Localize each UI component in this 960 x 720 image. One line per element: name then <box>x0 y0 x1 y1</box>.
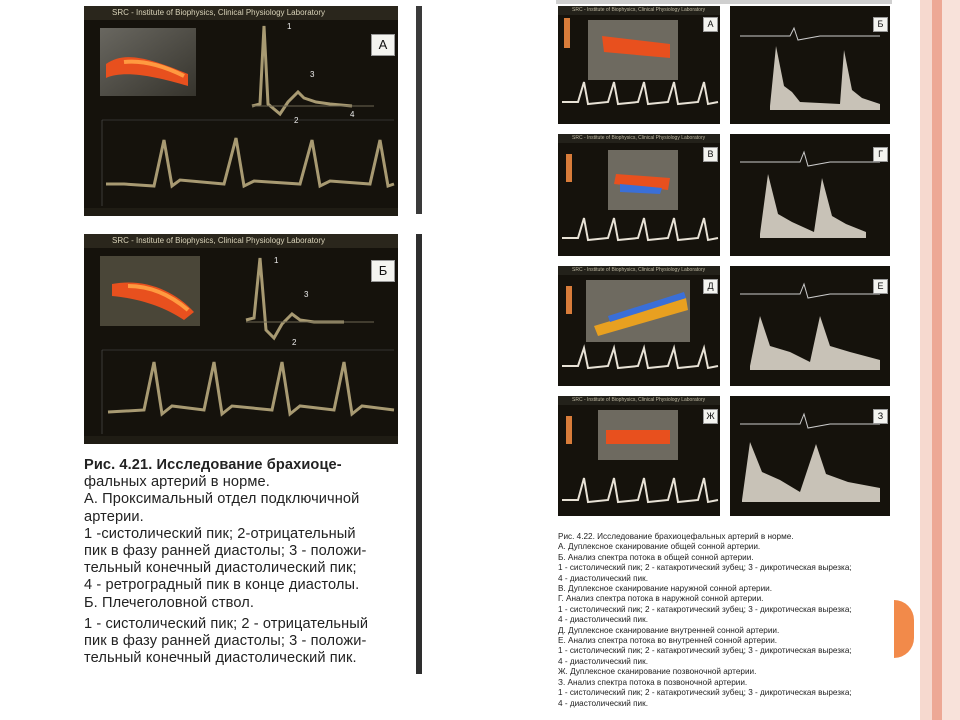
doppler-figure-b <box>84 234 398 444</box>
spectrum-d <box>730 134 890 256</box>
caption-line: Е. Анализ спектра потока во внутренней сонной артерии. <box>558 636 778 646</box>
caption-line: 1 -систолический пик; 2-отрицательный <box>84 525 356 542</box>
panel-letter-g: Ж <box>703 409 718 424</box>
slide-accent-tab <box>894 600 914 658</box>
peak-label-3: 3 <box>310 70 315 79</box>
panel-letter-b: Б <box>371 260 395 282</box>
figure-4-21-b <box>84 234 398 444</box>
caption-line: Д. Дуплексное сканирование внутренней сонной артерии. <box>558 625 780 635</box>
panel-letter-c: В <box>703 147 718 162</box>
panel-letter-b: Б <box>873 17 888 32</box>
caption-line: Ж. Дуплексное сканирование позвоночной артерии. <box>558 667 757 677</box>
page-left-edge-bottom <box>416 234 422 674</box>
caption-line: 1 - систолический пик; 2 - катакротический зубец; 3 - дикротическая вырезка; <box>558 563 852 573</box>
spectrum-h <box>730 396 890 516</box>
duplex-scan-e <box>558 266 720 386</box>
caption-line: фальных артерий в норме. <box>84 474 270 491</box>
figure-4-22-c <box>558 134 720 256</box>
caption-line: тельный конечный диастолический пик; <box>84 560 357 577</box>
caption-line: Рис. 4.21. Исследование брахиоце- <box>84 457 342 473</box>
caption-line: 4 - ретроградный пик в конце диастолы. <box>84 577 360 594</box>
panel-letter-f: Е <box>873 279 888 294</box>
caption-line: З. Анализ спектра потока в позвоночной артерии. <box>558 677 748 687</box>
panel-letter-e: Д <box>703 279 718 294</box>
page-left-edge-top <box>416 6 422 214</box>
caption-line: Б. Плечеголовной ствол. <box>84 594 255 611</box>
caption-line: Б. Анализ спектра потока в общей сонной артерии. <box>558 552 754 562</box>
figure-4-22-f <box>730 266 890 386</box>
caption-line: 1 - систолический пик; 2 - катакротический зубец; 3 - дикротическая вырезка; <box>558 646 852 656</box>
caption-line: тельный конечный диастолический пик. <box>84 650 357 667</box>
panel-letter-a: А <box>371 34 395 56</box>
peak-label-1: 1 <box>287 22 292 31</box>
panel-letter-a: А <box>703 17 718 32</box>
panel-letter-d: Г <box>873 147 888 162</box>
caption-line: 4 - диастолический пик. <box>558 573 648 583</box>
figure-header: SRC - Institute of Biophysics, Clinical Physiology Laboratory <box>558 266 720 275</box>
figure-header: SRC - Institute of Biophysics, Clinical Physiology Laboratory <box>558 134 720 143</box>
caption-line: 1 - систолический пик; 2 - катакротический зубец; 3 - дикротическая вырезка; <box>558 604 852 614</box>
caption-line: А. Дуплексное сканирование общей сонной артерии. <box>558 542 761 552</box>
page-right-top-edge <box>556 0 892 4</box>
spectrum-b <box>730 6 890 124</box>
caption-line: пик в фазу ранней диастолы; 3 - положи- <box>84 543 367 560</box>
caption-line: артерии. <box>84 508 144 525</box>
figure-4-22-h <box>730 396 890 516</box>
caption-line: А. Проксимальный отдел подключичной <box>84 491 360 508</box>
duplex-scan-c <box>558 134 720 256</box>
caption-line: Рис. 4.22. Исследование брахиоцефальных артерий в норме. <box>558 532 794 541</box>
slide-stripe-right <box>942 0 960 720</box>
figure-4-21-a <box>84 6 398 216</box>
figure-4-22-b <box>730 6 890 124</box>
figure-4-22-d <box>730 134 890 256</box>
peak-label-2: 2 <box>294 116 299 125</box>
slide-stripe-light <box>920 0 932 720</box>
caption-line: Г. Анализ спектра потока в наружной сонной артерии. <box>558 594 764 604</box>
figure-4-22-g <box>558 396 720 516</box>
figure-header: SRC - Institute of Biophysics, Clinical Physiology Laboratory <box>558 6 720 15</box>
caption-line: 4 - диастолический пик. <box>558 698 648 708</box>
caption-line: пик в фазу ранней диастолы; 3 - положи- <box>84 633 367 650</box>
panel-letter-h: З <box>873 409 888 424</box>
peak-label-4: 4 <box>350 110 355 119</box>
caption-line: 1 - систолический пик; 2 - катакротический зубец; 3 - дикротическая вырезка; <box>558 688 852 698</box>
figure-4-22-e <box>558 266 720 386</box>
spectrum-f <box>730 266 890 386</box>
figure-header: SRC - Institute of Biophysics, Clinical Physiology Laboratory <box>84 6 398 20</box>
figure-header: SRC - Institute of Biophysics, Clinical Physiology Laboratory <box>558 396 720 405</box>
peak-label-2: 2 <box>292 338 297 347</box>
figure-header: SRC - Institute of Biophysics, Clinical Physiology Laboratory <box>84 234 398 248</box>
duplex-scan-g <box>558 396 720 516</box>
peak-label-1: 1 <box>274 256 279 265</box>
caption-line: 1 - систолический пик; 2 - отрицательный <box>84 615 369 632</box>
caption-fig-4-21 <box>84 457 368 667</box>
caption-fig-4-22 <box>558 532 852 709</box>
caption-line: В. Дуплексное сканирование наружной сонной артерии. <box>558 584 773 594</box>
peak-label-3: 3 <box>304 290 309 299</box>
caption-line: 4 - диастолический пик. <box>558 615 648 625</box>
slide-stripe-mid <box>932 0 942 720</box>
figure-4-22-a <box>558 6 720 124</box>
caption-line: 4 - диастолический пик. <box>558 656 648 666</box>
duplex-scan-a <box>558 6 720 124</box>
